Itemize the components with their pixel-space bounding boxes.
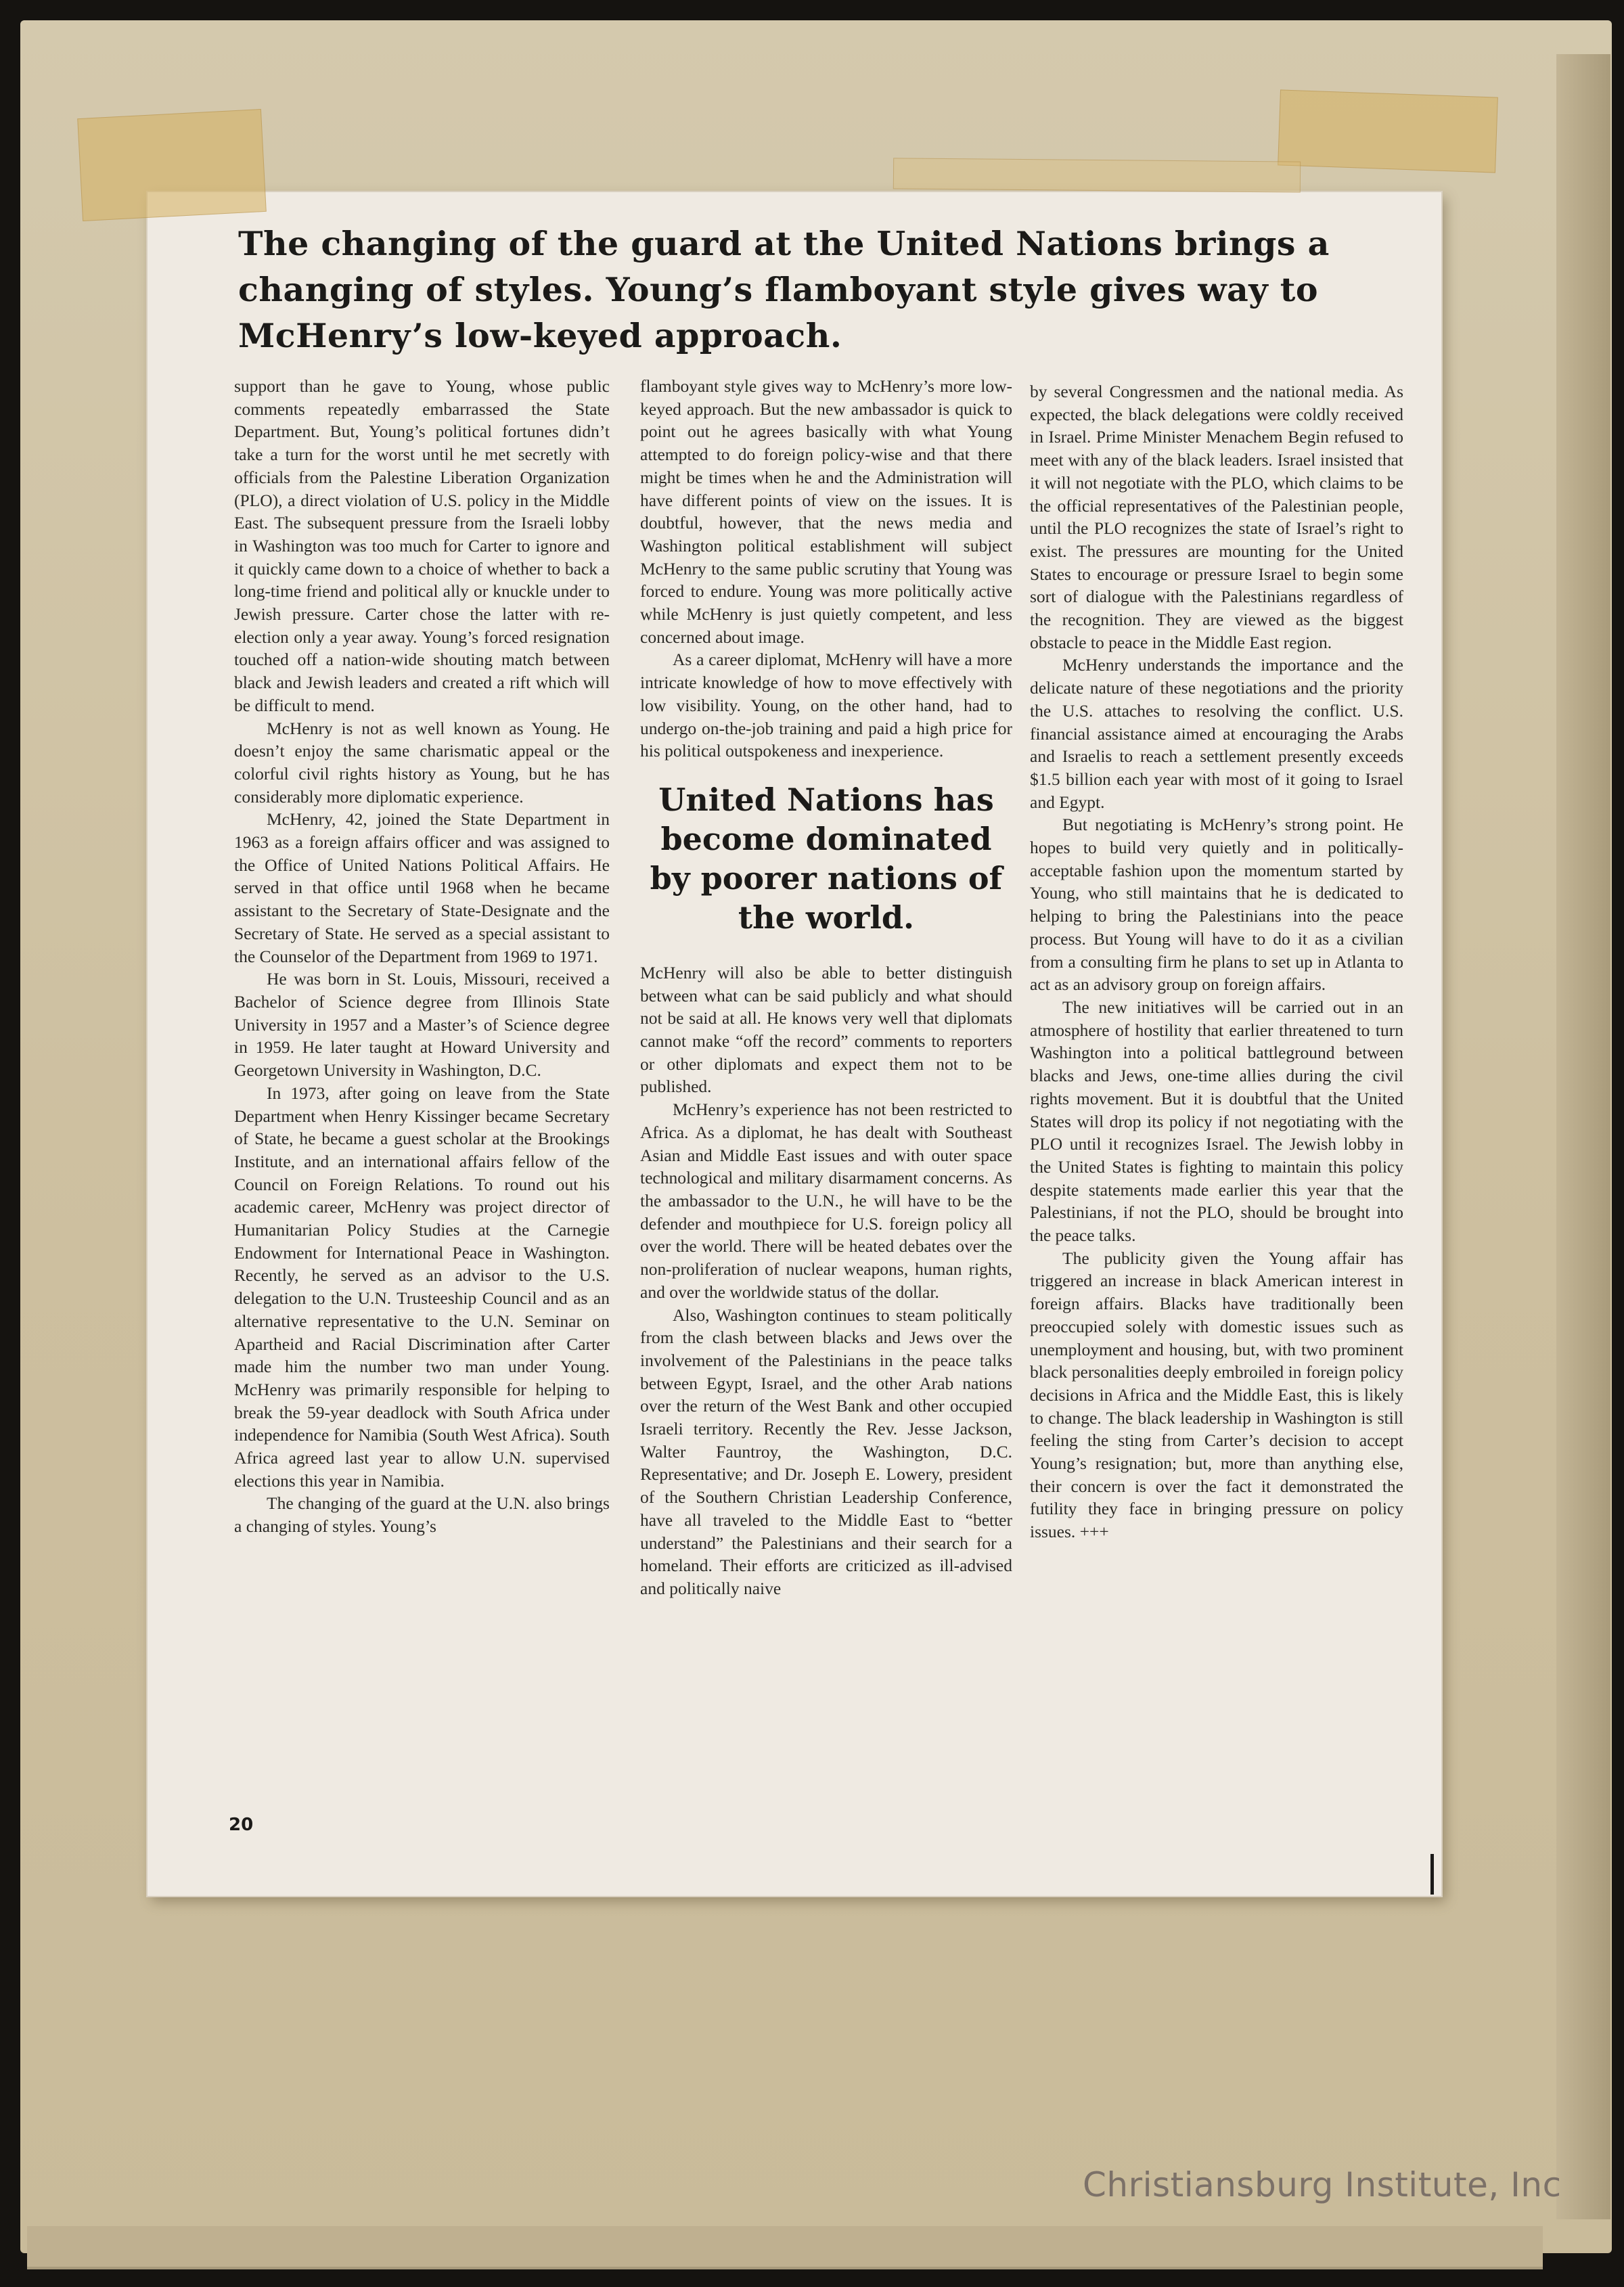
paragraph: Also, Washington continues to steam politically from the clash between blacks and Jews over the involvement of the Palestinians in the peace talks between Egypt, Israel, and the other Arab nations over the return of the West Bank and other occupied Israeli territory. Recently the Rev. Jesse Jackson, Walter Fauntroy, the Washington, D.C. Representative; and Dr. Joseph E. Lowery, president of the Southern Christian Leadership Conference, have all traveled to the Middle East to “better understand” the Palestinians and their search for a homeland. Their efforts are criticized as ill-advised and politically naive: [640, 1305, 1012, 1598]
paragraph: But negotiating is McHenry’s strong point. He hopes to build very quietly and in politically-acceptable fashion upon the momentum started by Young, who still maintains that he is dedicated to helping to bring the Palestinians into the peace process. But Young will have to do it as a civilian from a consulting firm he plans to set up in Atlanta to act as an advisory group on foreign affairs.: [1030, 815, 1403, 995]
tape-strip: [77, 109, 267, 221]
paragraph: The new initiatives will be carried out in an atmosphere of hostility that earlier threatened to turn Washington into a political battleground between blacks and Jews, one-time allies during the civil rights movement. But it is doubtful that the United States will drop its policy if not negotiating with the PLO until it recognizes Israel. The Jewish lobby in the United States is fighting to maintain this policy despite statements made earlier this year that the Palestinians, if not the PLO, should be brought into the peace talks.: [1030, 997, 1403, 1246]
paragraph: McHenry will also be able to better distinguish between what can be said publicly and what should not be said at all. He knows very well that diplomats cannot make “off the record” comments to reporters or other diplomats and expect them not to be published.: [640, 962, 1012, 1097]
pull-quote: United Nations has become dominated by poorer nations of the world.: [650, 781, 1003, 936]
board-bottom-edge: [27, 2226, 1543, 2269]
paragraph: McHenry, 42, joined the State Department in 1963 as a foreign affairs officer and was assigned to the Office of United Nations Political Affairs. He served in that office until 1968 when he became assistant to the Secretary of State-Designate and the Secretary of State. He served as a special assistant to the Counselor of the Department from 1969 to 1971.: [234, 809, 610, 966]
tape-strip: [893, 158, 1301, 192]
magazine-page: [148, 192, 1441, 1896]
paragraph: flamboyant style gives way to McHenry’s more low-keyed approach. But the new ambassador is quick to point out he agrees basically with what Young attempted to do foreign policy-wise and that there might be times when he and the Administration will have different points of view on the issues. It is doubtful, however, that the news media and Washington political establishment will subject McHenry to the same public scrutiny that Young was forced to endure. Young was more politically active while McHenry is just quietly competent, and less concerned about image.: [640, 376, 1012, 647]
article-headline: The changing of the guard at the United Nations brings a changing of styles. Young’s flamboyant style gives way to McHenry’s low-keyed approach.: [238, 224, 1330, 355]
paragraph: The publicity given the Young affair has triggered an increase in black American interest in foreign affairs. Blacks have traditionally been preoccupied solely with domestic issues such as unemployment and housing, but, with two prominent black personalities deeply embroiled in foreign policy decisions in Africa and the Middle East, this is likely to change. The black leadership in Washington is still feeling the sting from Carter’s decision to accept Young’s resignation; but, more than anything else, their concern is over the fact it demonstrated the futility they face in bringing pressure on policy issues. +++: [1030, 1248, 1403, 1542]
tape-strip: [1278, 89, 1498, 173]
page-number: 20: [229, 1815, 254, 1835]
paragraph: support than he gave to Young, whose public comments repeatedly embarrassed the State Department. But, Young’s political fortunes didn’t take a turn for the worst until he met secretly with officials from the Palestine Liberation Organization (PLO), a direct violation of U.S. policy in the Middle East. The subsequent pressure from the Israeli lobby in Washington was too much for Carter to ignore and it quickly came down to a choice of whether to back a long-time friend and political ally or knuckle under to Jewish pressure. Carter chose the latter with re-election only a year away. Young’s forced resignation touched off a nation-wide shouting match between black and Jewish leaders and created a rift which will be difficult to mend.: [234, 376, 610, 715]
edge-mark: [1430, 1854, 1434, 1895]
article-column-3: [1030, 380, 1403, 1543]
board-side-edge: [1556, 54, 1610, 2219]
paragraph: McHenry’s experience has not been restricted to Africa. As a diplomat, he has dealt with Southeast Asian and Middle East issues and with outer space technological and military disarmament concerns. As the ambassador to the U.N., he will have to be the defender and mouthpiece for U.S. foreign policy all over the world. There will be heated debates over the non-proliferation of nuclear weapons, human rights, and over the worldwide status of the dollar.: [640, 1100, 1012, 1302]
paragraph: McHenry is not as well known as Young. He doesn’t enjoy the same charismatic appeal or the colorful civil rights history as Young, but he has considerably more diplomatic experience.: [234, 718, 610, 807]
paragraph: As a career diplomat, McHenry will have a more intricate knowledge of how to move effectively with low visibility. Young, on the other hand, had to undergo on-the-job training and paid a high price for his political outspokeness and inexperience.: [640, 650, 1012, 761]
article-column-2: [640, 375, 1012, 1600]
paragraph: by several Congressmen and the national media. As expected, the black delegations were coldly received in Israel. Prime Minister Menachem Begin refused to meet with any of the black leaders. Israel insisted that it will not negotiate with the PLO, which claims to be the official representatives of the Palestinian people, until the PLO recognizes the state of Israel’s right to exist. The pressures are mounting for the United States to encourage or pressure Israel to begin some sort of dialogue with the Palestinians regardless of the recognition. They are viewed as the biggest obstacle to peace in the Middle East region.: [1030, 382, 1403, 652]
article-column-1: [234, 375, 610, 1538]
paragraph: The changing of the guard at the U.N. also brings a changing of styles. Young’s: [234, 1493, 610, 1537]
paragraph: McHenry understands the importance and the delicate nature of these negotiations and the priority the U.S. attaches to resolving the conflict. U.S. financial assistance aimed at encouraging the Arabs and Israelis to reach a settlement presently exceeds $1.5 billion each year with most of it going to Israel and Egypt.: [1030, 655, 1403, 812]
paragraph: He was born in St. Louis, Missouri, received a Bachelor of Science degree from Illinois State University in 1957 and a Master’s of Science degree in 1959. He later taught at Howard University and Georgetown University in Washington, D.C.: [234, 969, 610, 1081]
watermark-text: Christiansburg Institute, Inc: [1083, 2165, 1562, 2204]
paragraph: In 1973, after going on leave from the State Department when Henry Kissinger became Secretary of State, he became a guest scholar at the Brookings Institute, and an international affairs fellow of the Council on Foreign Relations. To round out his academic career, McHenry was project director of Humanitarian Policy Studies at the Carnegie Endowment for International Peace in Washington. Recently, he served as an advisor to the U.S. delegation to the U.N. Trusteeship Council and as an alternative representative to the U.N. Seminar on Apartheid and Racial Discrimination after Carter made him the number two man under Young. McHenry was primarily responsible for helping to break the 59-year deadlock with South Africa under independence for Namibia (South West Africa). South Africa agreed last year to allow U.N. supervised elections this year in Namibia.: [234, 1083, 610, 1491]
